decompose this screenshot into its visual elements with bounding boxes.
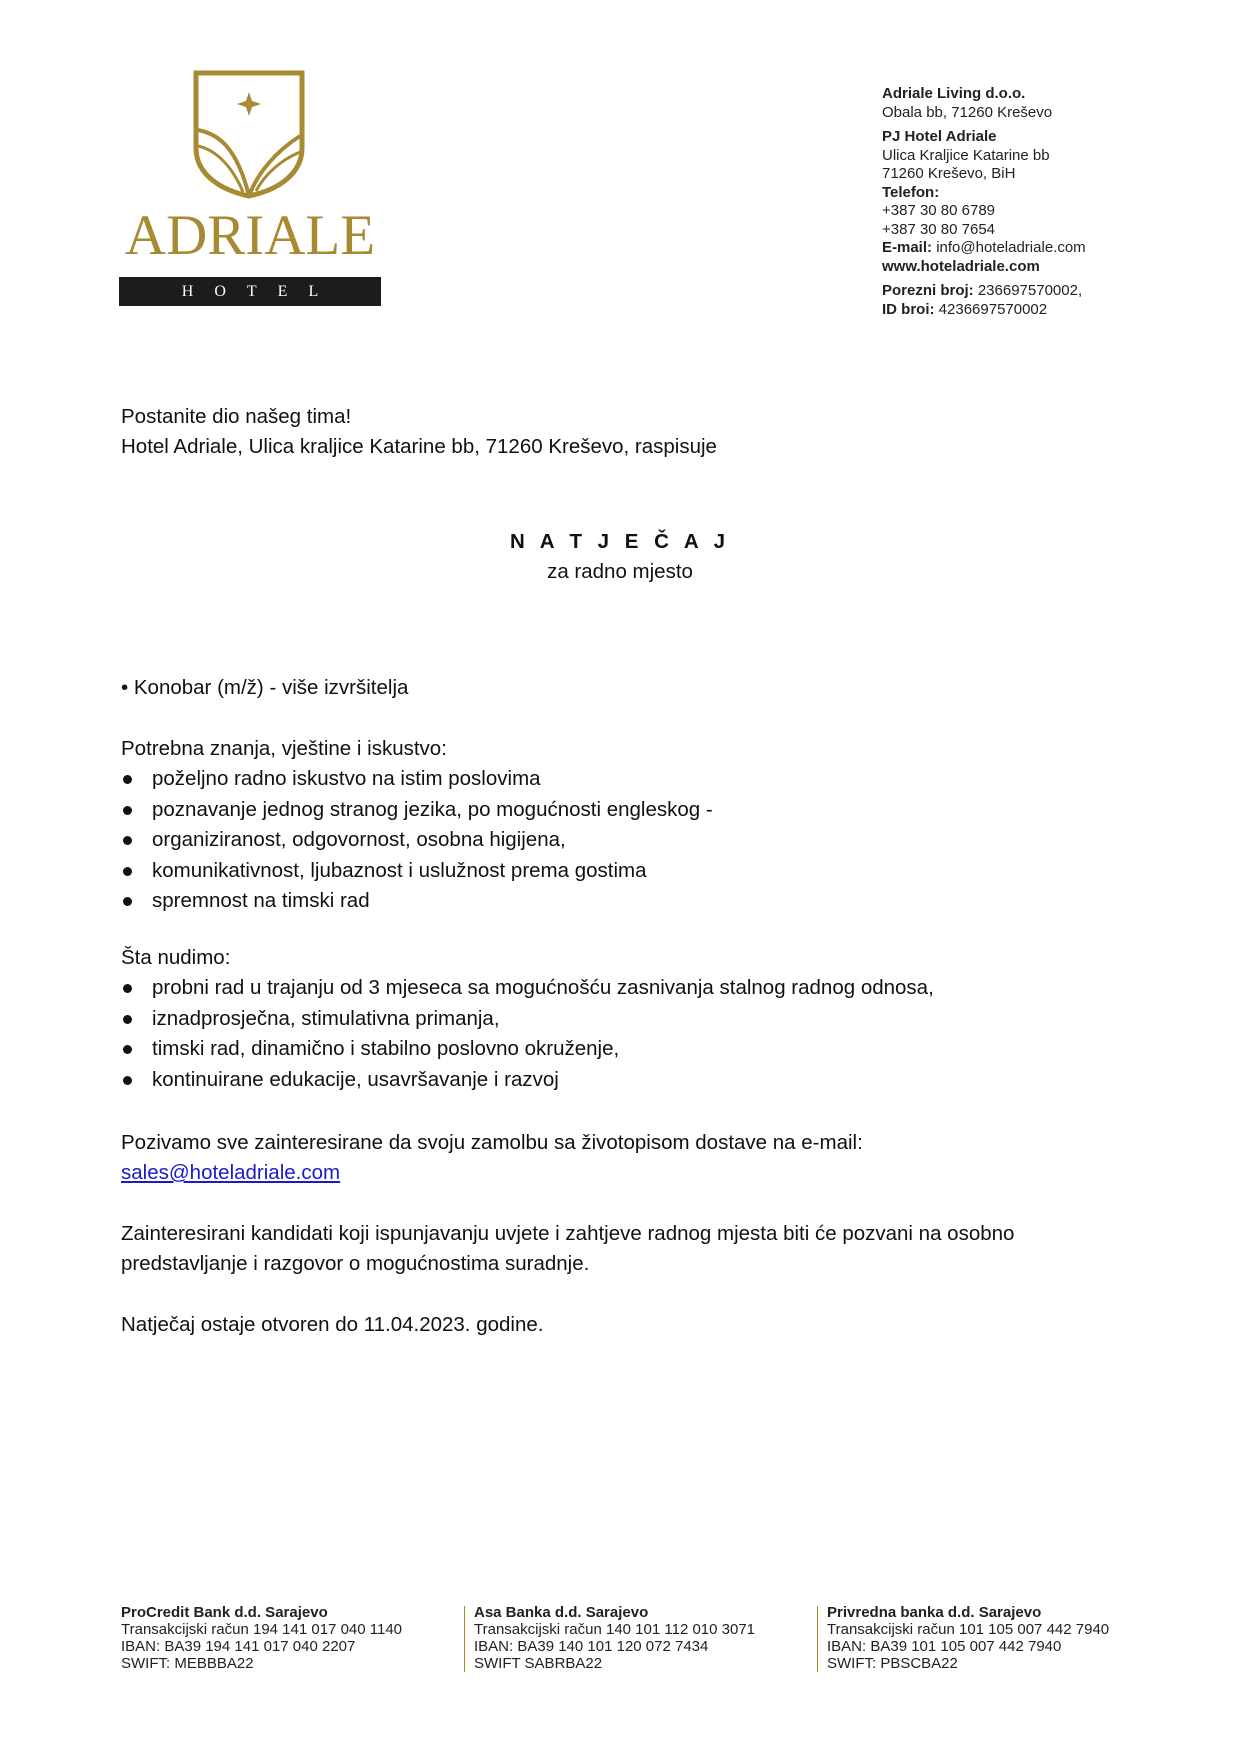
bank-account: Transakcijski račun 194 141 017 040 1140 — [121, 1621, 403, 1638]
bank-swift: SWIFT SABRBA22 — [474, 1655, 603, 1672]
list-item: timski rad, dinamično i stabilno poslovno okruženje, — [121, 1034, 934, 1065]
bullet-icon — [123, 806, 132, 815]
id-label: ID broi: — [882, 300, 935, 318]
bank-name: ProCredit Bank d.d. Sarajevo — [121, 1604, 328, 1621]
company-website[interactable]: www.hoteladriale.com — [882, 257, 1040, 275]
logo-wordmark: ADRIALE — [124, 204, 376, 267]
intro-line-1: Postanite dio našeg tima! — [121, 405, 352, 428]
shield-emblem-icon — [119, 70, 381, 200]
bullet-icon — [123, 775, 132, 784]
bank-account: Transakcijski račun 140 101 112 010 3071 — [474, 1621, 756, 1638]
offer-list — [121, 973, 934, 1095]
tax-line — [882, 282, 1222, 301]
application-text: Pozivamo sve zainteresirane da svoju zamolbu sa životopisom dostave na e-mail: — [121, 1131, 863, 1154]
bullet-icon — [123, 1076, 132, 1085]
unit-name: PJ Hotel Adriale — [882, 128, 997, 145]
deadline-text: Natječaj ostaje otvoren do 11.04.2023. godine. — [121, 1313, 544, 1336]
list-item: poznavanje jednog stranog jezika, po mogućnosti engleskog - — [121, 795, 713, 826]
id-line — [882, 301, 1222, 320]
requirements-list — [121, 764, 713, 917]
list-item: komunikativnost, ljubaznost i uslužnost prema gostima — [121, 856, 713, 887]
unit-city: 71260 Kreševo, BiH — [882, 165, 1016, 182]
page-subtitle: za radno mjesto — [547, 560, 693, 583]
logo-hotel-band: HOTEL — [119, 277, 381, 306]
requirements-section — [121, 734, 713, 917]
bank-swift: SWIFT: MEBBBA22 — [121, 1655, 254, 1672]
offer-heading: Šta nudimo: — [121, 946, 231, 969]
tax-label: Porezni broj: — [882, 282, 974, 299]
bank-footer — [0, 1604, 1240, 1672]
application-section — [121, 1128, 863, 1188]
company-name: Adriale Living d.o.o. — [882, 85, 1026, 102]
bank-name: Privredna banka d.d. Sarajevo — [827, 1604, 1042, 1621]
company-email[interactable]: info@hoteladriale.com — [936, 239, 1086, 256]
list-item: iznadprosječna, stimulativna primanja, — [121, 1004, 934, 1035]
footer-divider — [464, 1606, 465, 1672]
bank-asa — [474, 1604, 824, 1672]
interview-section — [121, 1219, 1014, 1279]
intro-line-2: Hotel Adriale, Ulica kraljice Katarine bb, 71260 Kreševo, raspisuje — [121, 435, 717, 458]
phone-label: Telefon: — [882, 183, 940, 201]
phone-1: +387 30 80 6789 — [882, 202, 996, 219]
interview-line-2: predstavljanje i razgovor o mogućnostima suradnje. — [121, 1252, 590, 1275]
bank-procredit — [121, 1604, 471, 1672]
email-line — [882, 239, 1222, 258]
list-item: spremnost na timski rad — [121, 886, 713, 917]
page-title: N A T J E Č A J — [509, 530, 731, 553]
bullet-icon — [123, 1045, 132, 1054]
bank-name: Asa Banka d.d. Sarajevo — [474, 1604, 649, 1621]
bank-iban: IBAN: BA39 194 141 017 040 2207 — [121, 1638, 356, 1655]
company-address: Obala bb, 71260 Kreševo — [882, 103, 1053, 121]
id-number: 4236697570002 — [938, 300, 1048, 318]
bank-swift: SWIFT: PBSCBA22 — [827, 1655, 958, 1672]
application-email-link[interactable]: sales@hoteladriale.com — [121, 1161, 341, 1184]
tax-number: 236697570002, — [977, 282, 1083, 299]
requirements-heading: Potrebna znanja, vještine i iskustvo: — [121, 737, 447, 760]
offer-section — [121, 943, 934, 1095]
hotel-logo — [119, 70, 381, 306]
unit-street: Ulica Kraljice Katarine bb — [882, 146, 1050, 164]
bank-iban: IBAN: BA39 140 101 120 072 7434 — [474, 1638, 709, 1655]
list-item: kontinuirane edukacije, usavršavanje i razvoj — [121, 1065, 934, 1096]
intro — [121, 402, 717, 462]
interview-line-1: Zainteresirani kandidati koji ispunjavanju uvjete i zahtjeve radnog mjesta biti će pozvani na osobno — [121, 1222, 1015, 1245]
bullet-icon — [123, 1015, 132, 1024]
bank-privredna — [827, 1604, 1177, 1672]
list-item: probni rad u trajanju od 3 mjeseca sa mogućnošću zasnivanja stalnog radnog odnosa, — [121, 973, 934, 1004]
bullet-icon — [123, 984, 132, 993]
bullet-icon — [123, 836, 132, 845]
position-line: • Konobar (m/ž) - više izvršitelja — [121, 676, 409, 699]
email-label: E-mail: — [882, 239, 933, 256]
bullet-icon — [123, 867, 132, 876]
company-info — [882, 85, 1222, 319]
bank-account: Transakcijski račun 101 105 007 442 7940 — [827, 1621, 1110, 1638]
list-item: organiziranost, odgovornost, osobna higijena, — [121, 825, 713, 856]
bank-iban: IBAN: BA39 101 105 007 442 7940 — [827, 1638, 1062, 1655]
footer-divider — [817, 1606, 818, 1672]
bullet-icon — [123, 897, 132, 906]
phone-2: +387 30 80 7654 — [882, 220, 996, 238]
list-item: poželjno radno iskustvo na istim poslovima — [121, 764, 713, 795]
